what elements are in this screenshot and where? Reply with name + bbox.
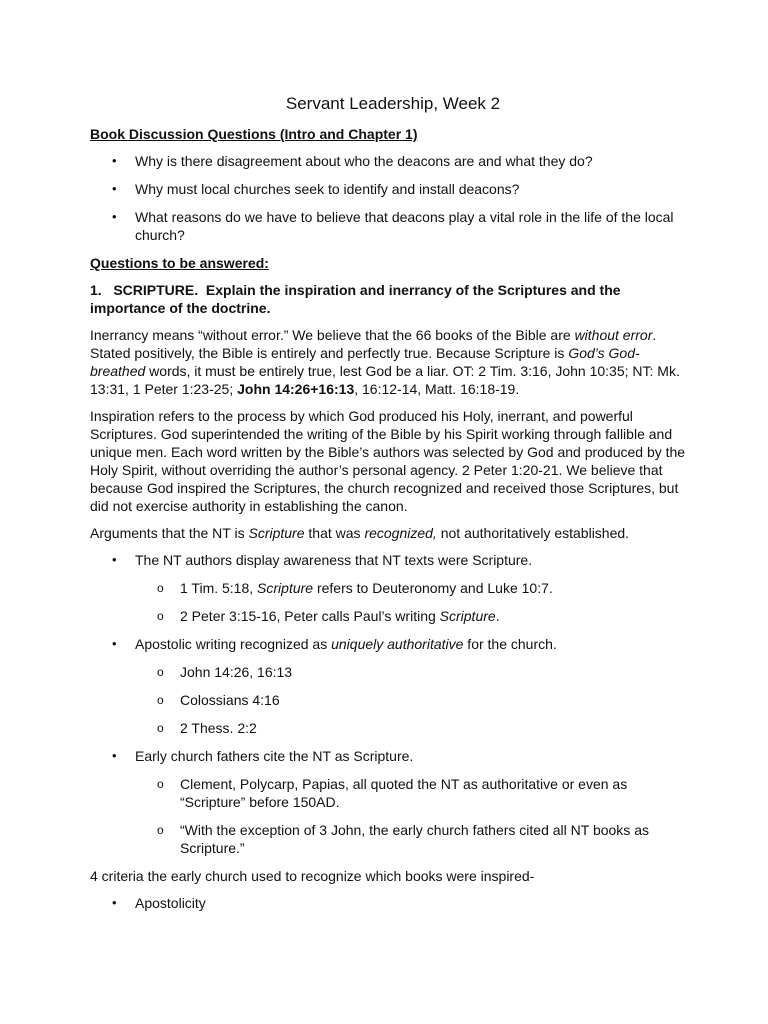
- document-title: Servant Leadership, Week 2: [285, 94, 501, 113]
- sub-bullet-glyph: o: [157, 823, 164, 837]
- list-item: [90, 635, 690, 737]
- argument-text: The NT authors display awareness that NT texts were Scripture.: [135, 552, 533, 568]
- bullet-glyph: •: [112, 153, 117, 168]
- discussion-heading: Book Discussion Questions (Intro and Chapter 1): [90, 126, 418, 142]
- criteria-intro: 4 criteria the early church used to recognize which books were inspired-: [90, 868, 535, 884]
- inerrancy-paragraph: [90, 326, 690, 398]
- scripture-question-heading: 1. SCRIPTURE. Explain the inspiration and inerrancy of the Scriptures and the importance of the doctrine.: [90, 282, 625, 316]
- reference-text: Colossians 4:16: [180, 692, 280, 708]
- emphasis-text: recognized,: [364, 525, 437, 541]
- emphasis-text: Scripture: [257, 580, 314, 596]
- emphasis-text: uniquely authoritative: [331, 636, 464, 652]
- discussion-question-list: [90, 152, 690, 244]
- text-run: , 16:12-14, Matt. 16:18-19.: [354, 381, 520, 397]
- sub-list-item: [135, 821, 690, 857]
- text-run: Apostolic writing recognized as: [135, 636, 332, 652]
- question-text: Why is there disagreement about who the deacons are and what they do?: [135, 153, 593, 169]
- criteria-list: [90, 894, 690, 912]
- sub-bullet-glyph: o: [157, 581, 164, 595]
- bullet-glyph: •: [112, 895, 117, 910]
- text-run: .: [495, 608, 500, 624]
- inspiration-paragraph: Inspiration refers to the process by which God produced his Holy, inerrant, and powerful Scriptures. God superintended the writing of the Bible by his Spirit working through fallible and unique men. Each word written by the Bible’s authors was selected by God and produced by the Holy Spirit, without overriding the author’s personal agency. 2 Peter 1:20-21. We believe that because God inspired the Scriptures, the church recognized and received those Scriptures, but did not exercise authority in establishing the canon.: [90, 408, 686, 514]
- sub-list-item: [135, 719, 690, 737]
- sub-list-item: [135, 663, 690, 681]
- sub-list-item: [135, 607, 690, 625]
- sub-bullet-glyph: o: [157, 721, 164, 735]
- arguments-list: [90, 551, 690, 857]
- sub-list-item: [135, 691, 690, 709]
- text-run: for the church.: [463, 636, 557, 652]
- bullet-glyph: •: [112, 636, 117, 651]
- sub-bullet-glyph: o: [157, 665, 164, 679]
- text-run: words, it must be entirely true, lest God be a liar. OT: 2 Tim. 3:16, John 10:35; NT: Mk. 13:31, 1 Peter 1:23-25;: [90, 363, 680, 397]
- answered-heading: Questions to be answered:: [90, 255, 269, 271]
- emphasis-text: Scripture: [439, 608, 496, 624]
- argument-text: Early church fathers cite the NT as Scripture.: [135, 748, 414, 764]
- sub-point-text: “With the exception of 3 John, the early church fathers cited all NT books as Scripture.”: [180, 822, 649, 856]
- text-run: . Stated positively, the Bible is entirely and perfectly true. Because Scripture is: [90, 327, 657, 361]
- sub-bullet-glyph: o: [157, 693, 164, 707]
- bullet-glyph: •: [112, 552, 117, 567]
- sub-list: [135, 663, 690, 737]
- criteria-text: Apostolicity: [135, 895, 206, 911]
- argument-text: [135, 635, 690, 653]
- bold-reference: John 14:26+16:13: [237, 381, 355, 397]
- reference-text: John 14:26, 16:13: [180, 664, 293, 680]
- question-text: Why must local churches seek to identify and install deacons?: [135, 181, 520, 197]
- emphasis-text: Scripture: [248, 525, 305, 541]
- bullet-glyph: •: [112, 748, 117, 763]
- sub-list: [135, 775, 690, 857]
- document-page: [90, 93, 690, 922]
- sub-bullet-glyph: o: [157, 777, 164, 791]
- emphasis-text: without error: [574, 327, 653, 343]
- list-item: [90, 894, 690, 912]
- reference-text: 2 Thess. 2:2: [180, 720, 257, 736]
- text-run: that was: [304, 525, 365, 541]
- sub-list: [135, 579, 690, 625]
- text-run: Inerrancy means “without error.” We believe that the 66 books of the Bible are: [90, 327, 575, 343]
- emphasis-text: God’s God-breathed: [90, 345, 640, 379]
- question-text: What reasons do we have to believe that deacons play a vital role in the life of the local church?: [135, 209, 674, 243]
- list-item: [90, 152, 690, 170]
- text-run: 2 Peter 3:15-16, Peter calls Paul’s writing: [180, 608, 440, 624]
- list-item: [90, 208, 690, 244]
- sub-list-item: [135, 579, 690, 597]
- list-item: [90, 180, 690, 198]
- text-run: not authoritatively established.: [436, 525, 630, 541]
- list-item: [90, 551, 690, 625]
- arguments-paragraph: [90, 524, 690, 542]
- sub-point-text: Clement, Polycarp, Papias, all quoted the NT as authoritative or even as “Scripture” before 150AD.: [180, 776, 628, 810]
- bullet-glyph: •: [112, 181, 117, 196]
- bullet-glyph: •: [112, 209, 117, 224]
- sub-list-item: [135, 775, 690, 811]
- text-run: 1 Tim. 5:18,: [180, 580, 258, 596]
- list-item: [90, 747, 690, 857]
- text-run: Arguments that the NT is: [90, 525, 249, 541]
- sub-bullet-glyph: o: [157, 609, 164, 623]
- text-run: refers to Deuteronomy and Luke 10:7.: [313, 580, 553, 596]
